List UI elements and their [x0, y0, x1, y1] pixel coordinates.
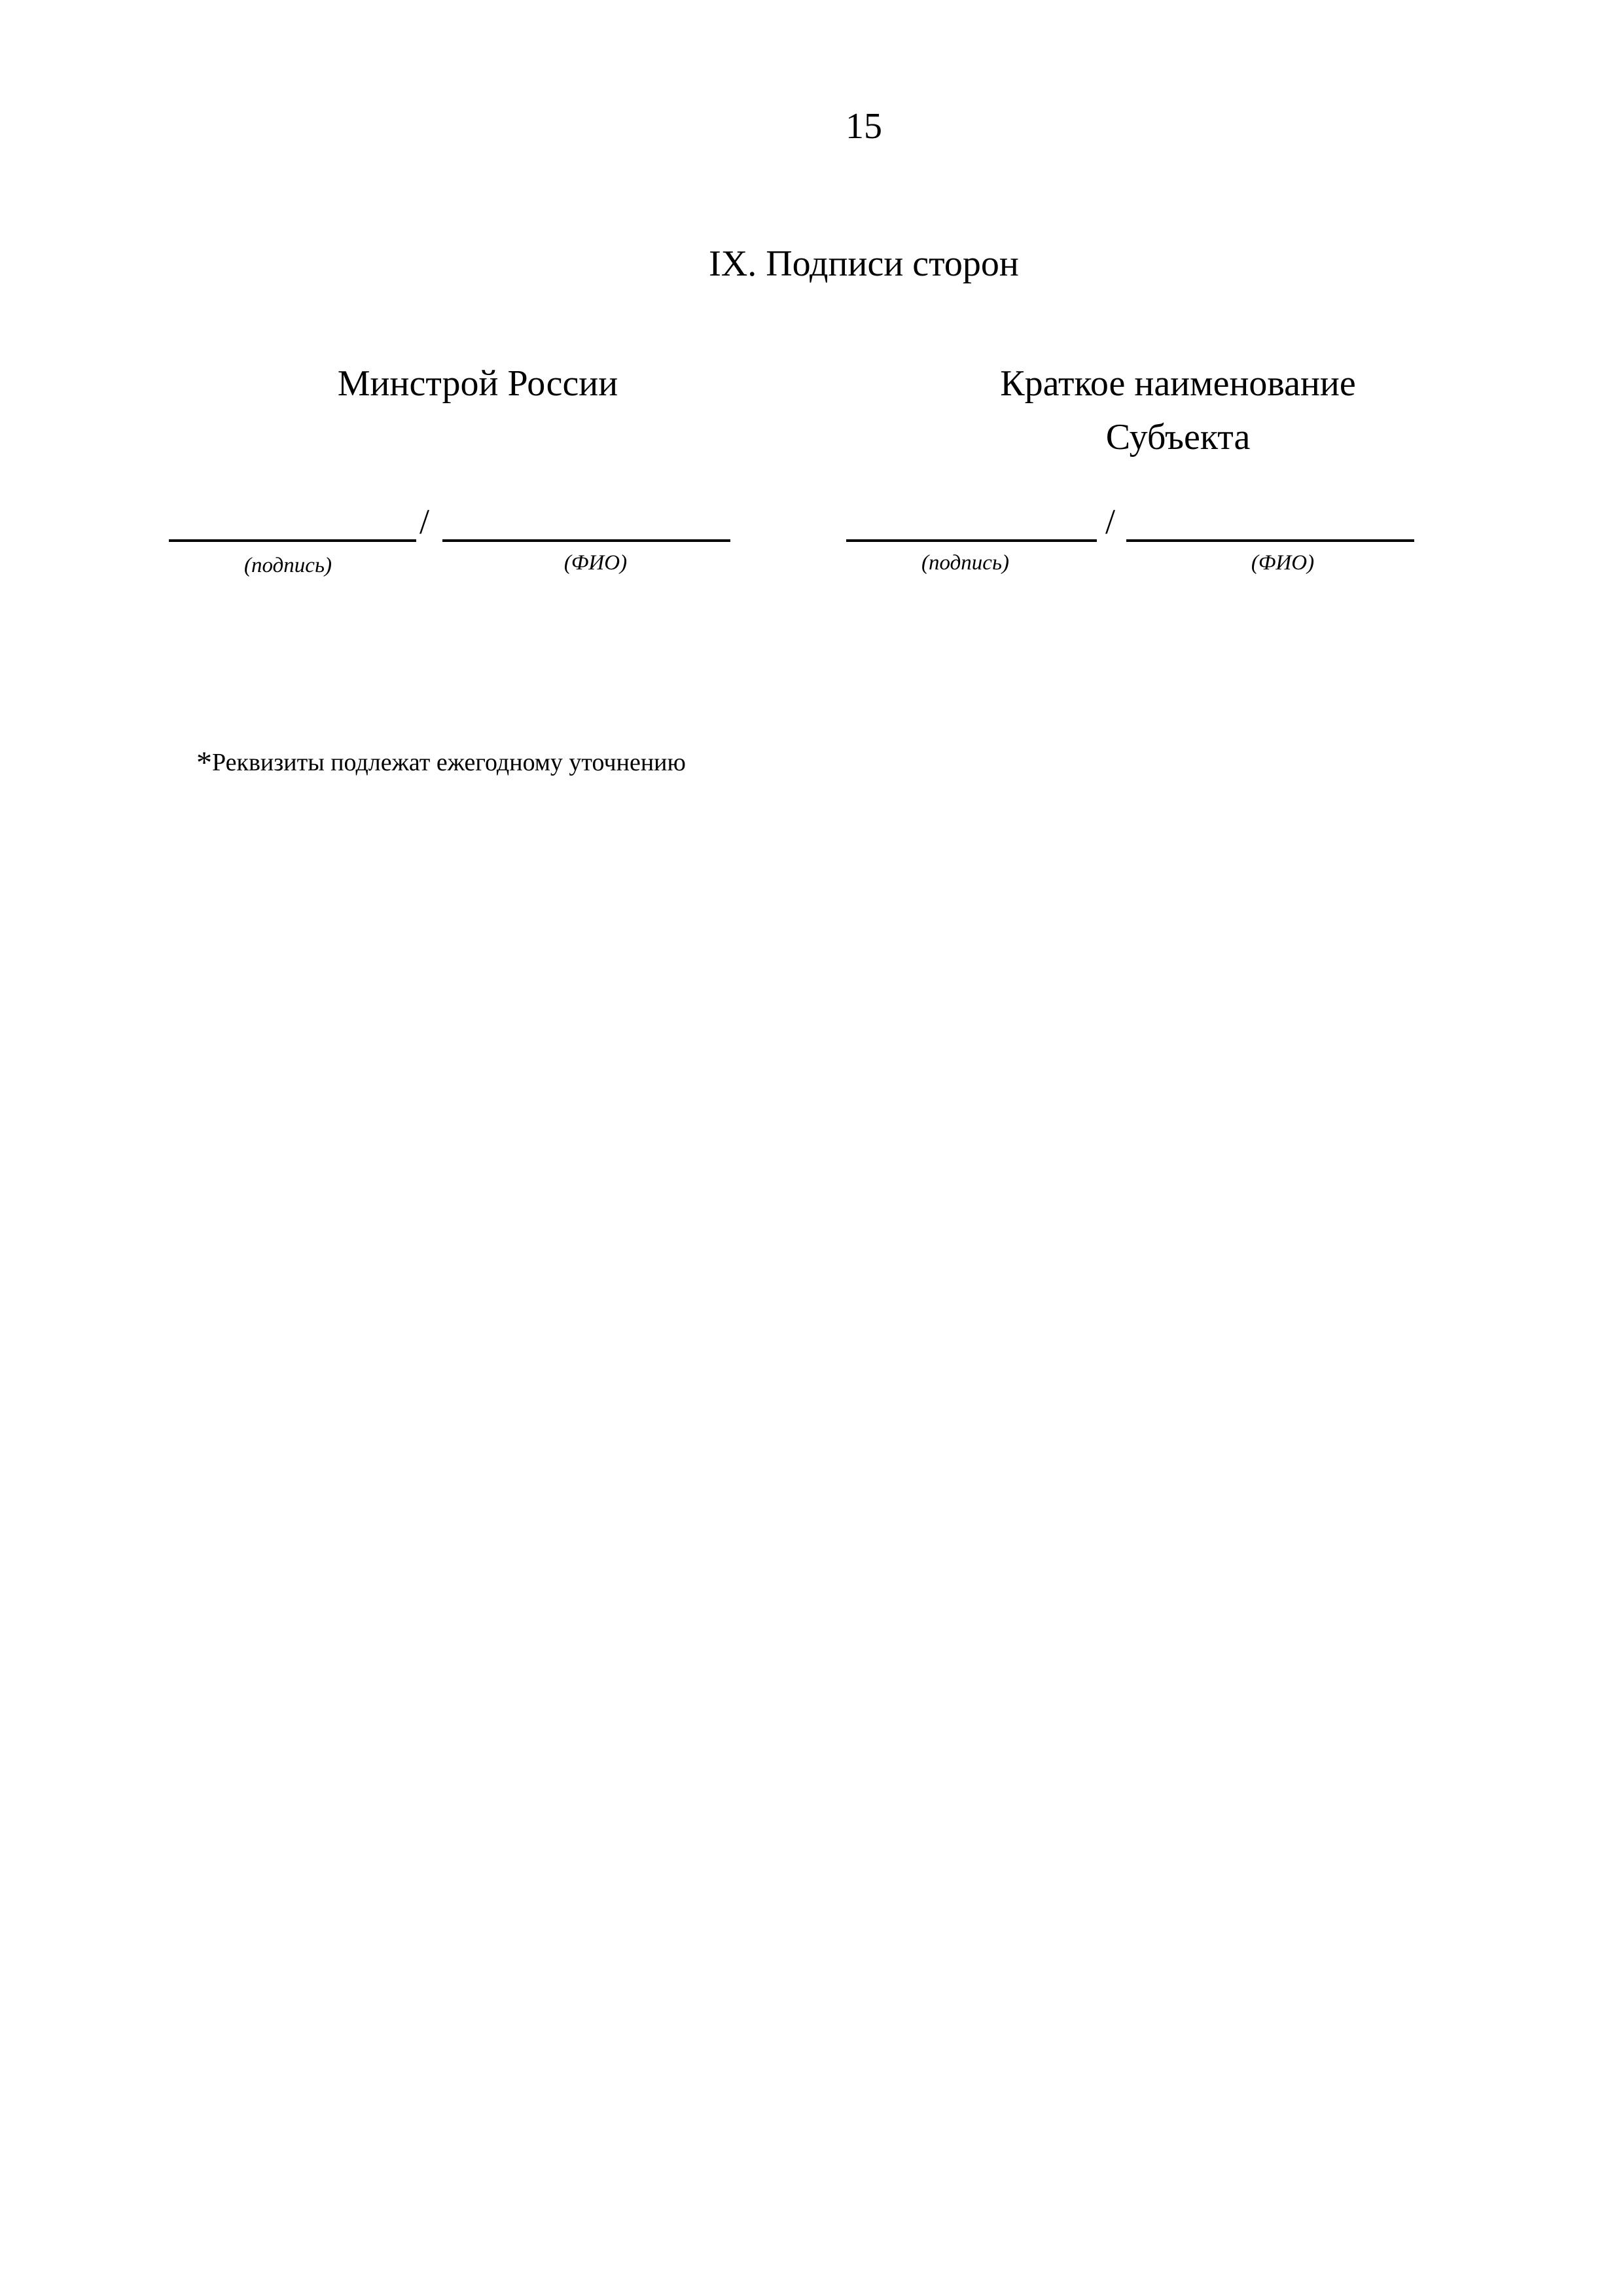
- party-left-name: Минстрой России: [337, 363, 618, 404]
- section-title: IX. Подписи сторон: [709, 243, 1019, 284]
- footnote-text: Реквизиты подлежат ежегодному уточнению: [212, 749, 686, 776]
- party-right-name: [916, 357, 1440, 464]
- party-right-separator: /: [1105, 502, 1116, 541]
- footnote: [196, 745, 982, 780]
- party-left-fullname-line[interactable]: [442, 539, 730, 542]
- party-right-fullname-caption: (ФИО): [1251, 551, 1315, 575]
- party-right-name-line1: Краткое наименование: [1000, 363, 1356, 404]
- party-right-fullname-line[interactable]: [1126, 539, 1414, 542]
- party-left-signature-line[interactable]: [169, 539, 416, 542]
- footnote-asterisk: *: [196, 745, 212, 780]
- party-right-signature-caption: (подпись): [921, 551, 1009, 575]
- party-right-name-line2: Субъекта: [1105, 417, 1251, 457]
- page-number: 15: [846, 106, 882, 147]
- party-left-separator: /: [419, 502, 430, 541]
- party-left-signature-caption: (подпись): [244, 554, 332, 577]
- party-right-signature-line[interactable]: [846, 539, 1097, 542]
- party-left-fullname-caption: (ФИО): [563, 551, 628, 575]
